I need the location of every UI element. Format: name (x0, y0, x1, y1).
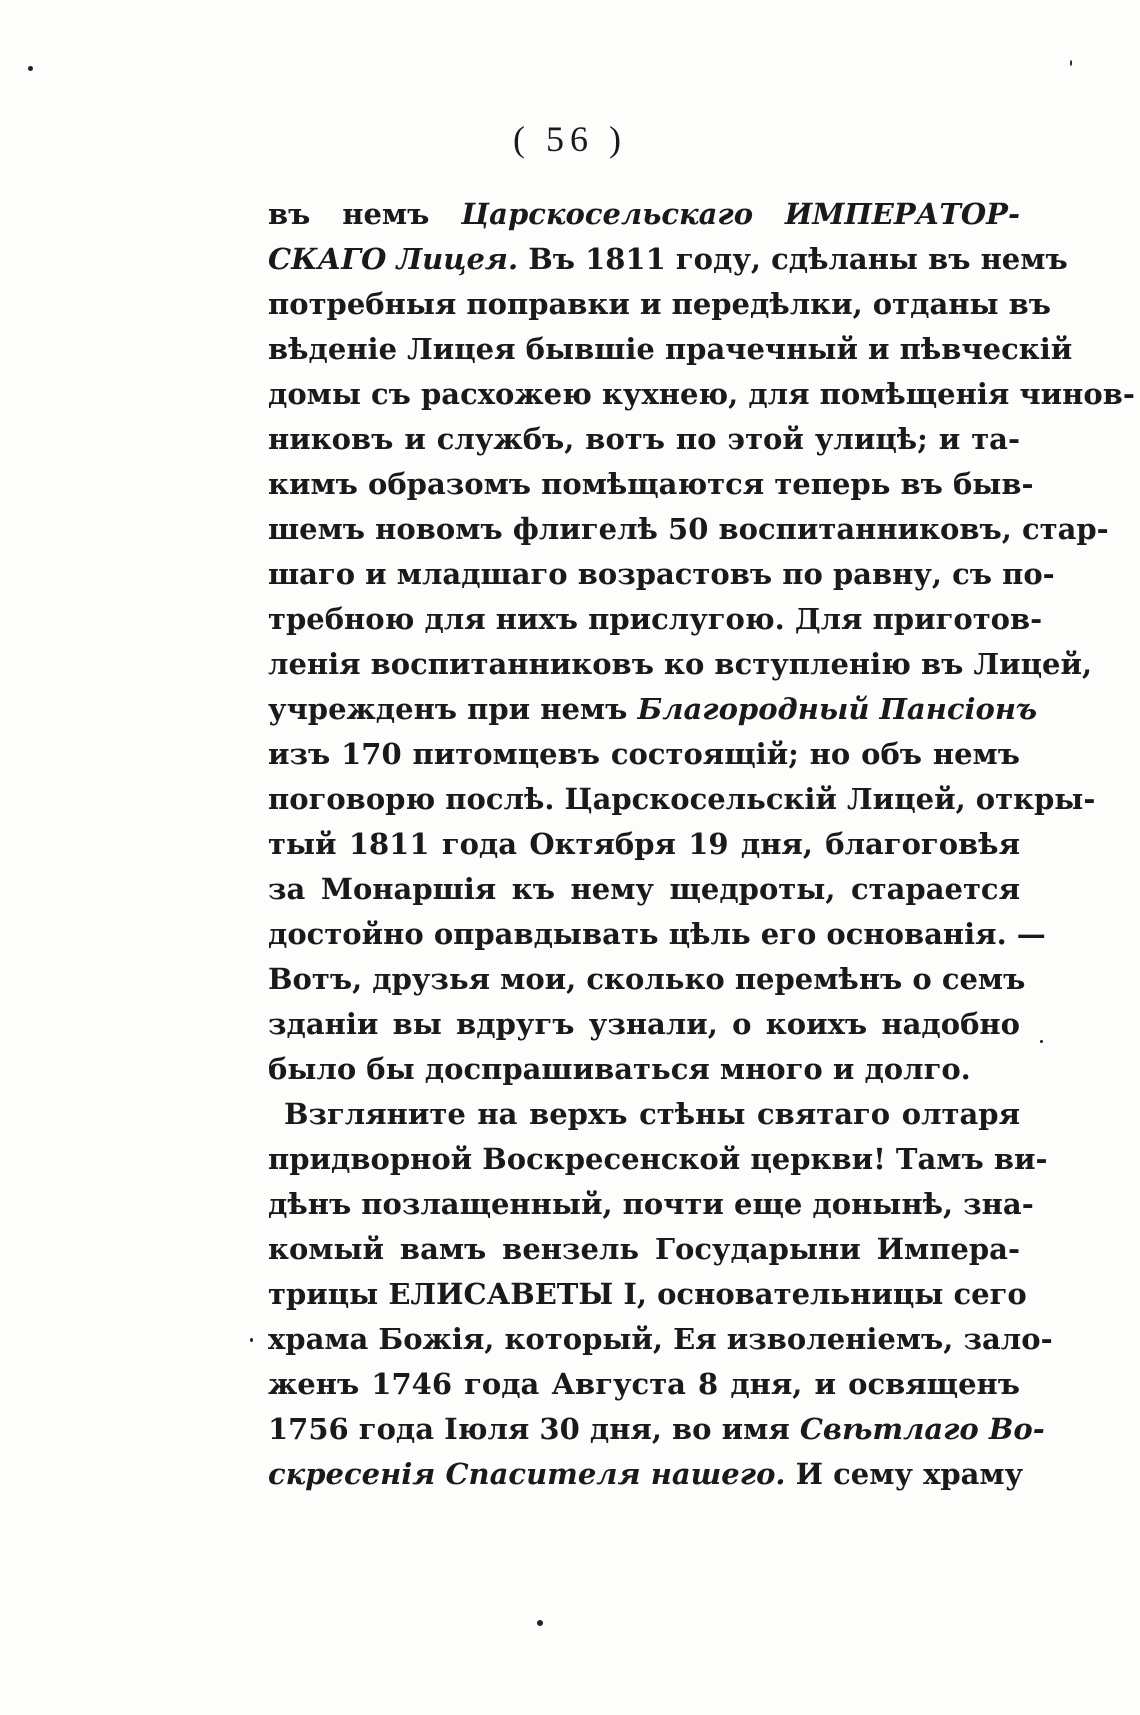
text-line (268, 597, 1043, 642)
text-segment: И сему храму (785, 1457, 1024, 1491)
text-line (268, 1272, 1027, 1317)
scan-speck (28, 66, 33, 71)
text-segment: 1756 года Іюля 30 дня, во имя (268, 1412, 800, 1446)
text-segment: тый 1811 года Октября 19 дня, благоговѣя (268, 827, 1020, 861)
text-segment: кимъ образомъ помѣщаются теперь въ быв- (268, 467, 1034, 501)
text-segment: Вотъ, друзья мои, сколько перемѣнъ о семъ (268, 962, 1026, 996)
text-segment: ленія воспитанниковъ ко вступленію въ Лицей, (268, 647, 1093, 681)
text-segment: дѣнъ позлащенный, почти еще донынѣ, зна- (268, 1187, 1034, 1221)
text-segment: учрежденъ при немъ (268, 692, 638, 726)
text-segment: никовъ и службъ, вотъ по этой улицѣ; и та- (268, 422, 1020, 456)
text-line (268, 1227, 1020, 1272)
text-line (268, 777, 1096, 822)
text-line (268, 642, 1093, 687)
italic-text: Свѣтлаго Во- (799, 1412, 1045, 1446)
text-line (268, 1407, 1045, 1452)
text-line (268, 1182, 1034, 1227)
text-line (268, 957, 1026, 1002)
italic-text: Благородный Пансіонъ (637, 692, 1038, 726)
text-line (268, 912, 1046, 957)
text-line (268, 327, 1073, 372)
text-segment: храма Божія, который, Ея изволеніемъ, зало- (268, 1322, 1053, 1356)
text-segment: женъ 1746 года Августа 8 дня, и освященъ (268, 1367, 1020, 1401)
text-segment: шаго и младшаго возрастовъ по равну, съ по- (268, 557, 1055, 591)
text-segment: требною для нихъ прислугою. Для приготов- (268, 602, 1043, 636)
text-line (268, 417, 1020, 462)
text-segment: вѣденіе Лицея бывшіе прачечный и пѣвческій (268, 332, 1073, 366)
text-line (268, 1452, 1024, 1497)
text-segment: шемъ новомъ флигелѣ 50 воспитанниковъ, стар- (268, 512, 1109, 546)
scan-speck (537, 1620, 543, 1626)
scan-speck (1070, 60, 1072, 66)
text-segment: Въ 1811 году, сдѣланы въ немъ (518, 242, 1068, 276)
text-line (268, 867, 1020, 912)
text-segment: комый вамъ вензель Государыни Импера- (268, 1232, 1020, 1266)
italic-text: скресенія Спасителя нашего. (268, 1457, 786, 1491)
text-segment: трицы ЕЛИСАВЕТЫ I, основательницы сего (268, 1277, 1027, 1311)
text-line (268, 1137, 1048, 1182)
page-number: ( 56 ) (513, 119, 627, 159)
text-line (268, 1092, 1020, 1137)
italic-text: Царскосельскаго ИМПЕРАТОР- (461, 197, 1021, 231)
text-line (268, 732, 1020, 777)
text-segment: изъ 170 питомцевъ состоящій; но объ немъ (268, 737, 1020, 771)
body-text (268, 192, 1135, 1497)
text-segment: въ немъ (268, 197, 462, 231)
text-line (268, 237, 1068, 282)
text-line (268, 282, 1052, 327)
text-segment: зданіи вы вдругъ узнали, о коихъ надобно (268, 1007, 1020, 1041)
text-segment: за Монаршія къ нему щедроты, старается (268, 872, 1020, 906)
italic-text: СКАГО Лицея. (268, 242, 519, 276)
text-segment: поговорю послѣ. Царскосельскій Лицей, откры- (268, 782, 1096, 816)
text-line (268, 1362, 1020, 1407)
text-segment: придворной Воскресенской церкви! Тамъ ви- (268, 1142, 1048, 1176)
scan-speck (1040, 1040, 1043, 1043)
text-line (268, 1002, 1020, 1047)
text-line (268, 462, 1034, 507)
text-segment: домы съ расхожею кухнею, для помѣщенія чинов- (268, 377, 1135, 411)
text-line (268, 552, 1055, 597)
text-line (268, 1047, 1020, 1092)
text-segment: Взгляните на верхъ стѣны святаго олтаря (284, 1097, 1020, 1131)
text-segment: достойно оправдывать цѣль его основанія. — (268, 917, 1046, 951)
scan-speck (250, 1338, 253, 1342)
text-line (268, 1317, 1053, 1362)
text-line (268, 507, 1109, 552)
text-line (268, 822, 1020, 867)
text-line (268, 687, 1038, 732)
text-segment: потребныя поправки и передѣлки, отданы въ (268, 287, 1052, 321)
text-line (268, 192, 1020, 237)
text-segment: было бы доспрашиваться много и долго. (268, 1052, 971, 1086)
text-line (268, 372, 1135, 417)
